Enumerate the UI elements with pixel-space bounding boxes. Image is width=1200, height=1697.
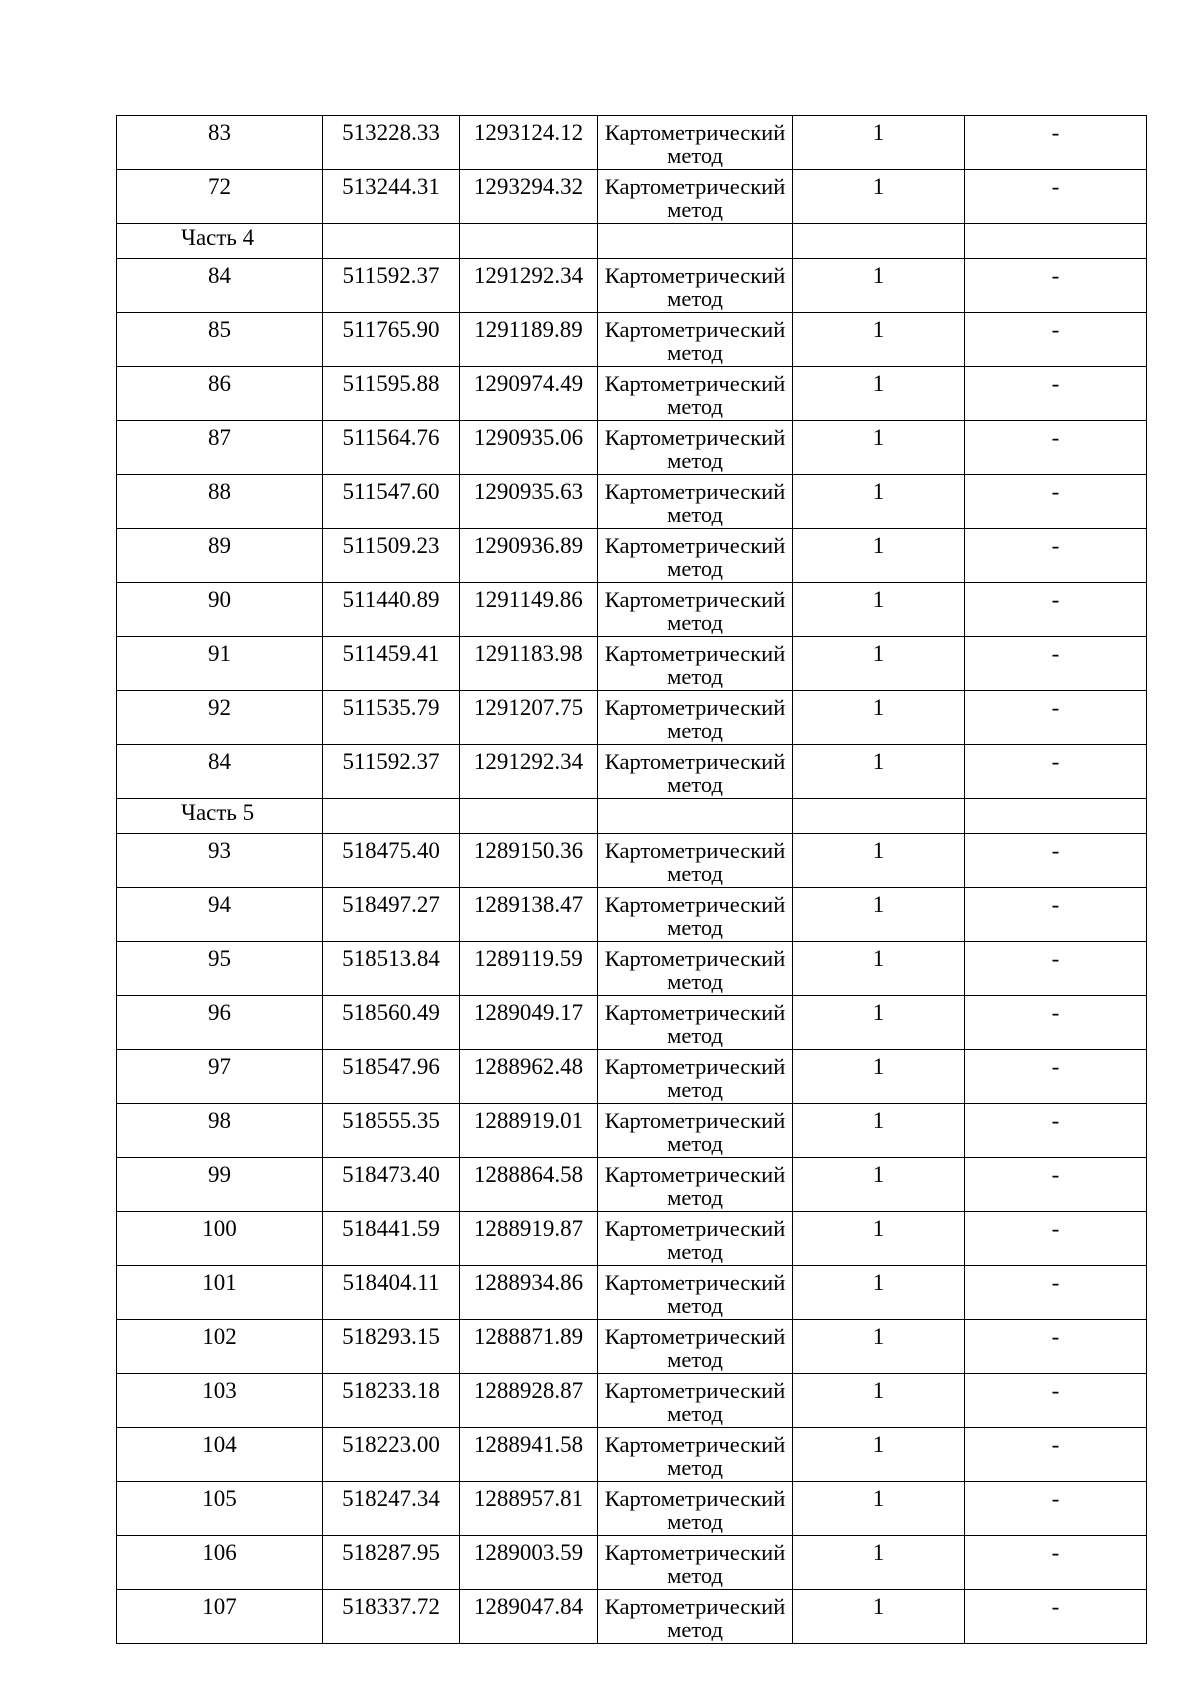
point-number-cell: 103 — [117, 1374, 323, 1428]
point-number-cell: 86 — [117, 367, 323, 421]
table-row — [117, 367, 1147, 421]
y-coordinate-cell: 1291207.75 — [460, 691, 598, 745]
empty-cell — [598, 224, 793, 259]
x-coordinate-cell: 518247.34 — [323, 1482, 460, 1536]
method-line-1: Картометрический — [604, 1108, 786, 1133]
method-line-1: Картометрический — [604, 1594, 786, 1619]
description-cell: - — [965, 637, 1147, 691]
x-coordinate-cell: 518287.95 — [323, 1536, 460, 1590]
description-cell: - — [965, 475, 1147, 529]
method-cell — [598, 942, 793, 996]
description-cell: - — [965, 259, 1147, 313]
method-line-2: метод — [667, 342, 723, 364]
description-cell: - — [965, 1482, 1147, 1536]
section-label: Часть 5 — [117, 799, 323, 834]
method-line-2: метод — [667, 1511, 723, 1533]
table-row — [117, 1374, 1147, 1428]
description-cell: - — [965, 1050, 1147, 1104]
point-number-cell: 88 — [117, 475, 323, 529]
method-cell — [598, 1104, 793, 1158]
description-cell: - — [965, 834, 1147, 888]
y-coordinate-cell: 1291189.89 — [460, 313, 598, 367]
point-number-cell: 98 — [117, 1104, 323, 1158]
table-row — [117, 637, 1147, 691]
accuracy-cell: 1 — [793, 888, 965, 942]
point-number-cell: 93 — [117, 834, 323, 888]
table-row — [117, 1158, 1147, 1212]
x-coordinate-cell: 513244.31 — [323, 170, 460, 224]
description-cell: - — [965, 888, 1147, 942]
accuracy-cell: 1 — [793, 1536, 965, 1590]
method-cell — [598, 1158, 793, 1212]
point-number-cell: 97 — [117, 1050, 323, 1104]
description-cell: - — [965, 170, 1147, 224]
accuracy-cell: 1 — [793, 834, 965, 888]
y-coordinate-cell: 1293294.32 — [460, 170, 598, 224]
table-row — [117, 745, 1147, 799]
table-row — [117, 942, 1147, 996]
accuracy-cell: 1 — [793, 583, 965, 637]
method-line-1: Картометрический — [604, 1540, 786, 1565]
y-coordinate-cell: 1289138.47 — [460, 888, 598, 942]
x-coordinate-cell: 518223.00 — [323, 1428, 460, 1482]
empty-cell — [793, 224, 965, 259]
table-row — [117, 1428, 1147, 1482]
coordinates-table — [116, 115, 1147, 1644]
method-line-2: метод — [667, 1295, 723, 1317]
y-coordinate-cell: 1290935.63 — [460, 475, 598, 529]
method-cell — [598, 421, 793, 475]
description-cell: - — [965, 691, 1147, 745]
method-line-1: Картометрический — [604, 317, 786, 342]
point-number-cell: 101 — [117, 1266, 323, 1320]
x-coordinate-cell: 518233.18 — [323, 1374, 460, 1428]
method-line-1: Картометрический — [604, 1000, 786, 1025]
accuracy-cell: 1 — [793, 1320, 965, 1374]
point-number-cell: 92 — [117, 691, 323, 745]
point-number-cell: 104 — [117, 1428, 323, 1482]
method-cell — [598, 1374, 793, 1428]
description-cell: - — [965, 1536, 1147, 1590]
method-cell — [598, 313, 793, 367]
accuracy-cell: 1 — [793, 745, 965, 799]
y-coordinate-cell: 1289049.17 — [460, 996, 598, 1050]
empty-cell — [460, 224, 598, 259]
point-number-cell: 94 — [117, 888, 323, 942]
accuracy-cell: 1 — [793, 259, 965, 313]
x-coordinate-cell: 511592.37 — [323, 259, 460, 313]
accuracy-cell: 1 — [793, 1374, 965, 1428]
x-coordinate-cell: 511509.23 — [323, 529, 460, 583]
method-cell — [598, 259, 793, 313]
x-coordinate-cell: 518560.49 — [323, 996, 460, 1050]
description-cell: - — [965, 1590, 1147, 1644]
point-number-cell: 84 — [117, 259, 323, 313]
x-coordinate-cell: 518404.11 — [323, 1266, 460, 1320]
table-row — [117, 1050, 1147, 1104]
method-cell — [598, 367, 793, 421]
method-line-2: метод — [667, 558, 723, 580]
description-cell: - — [965, 1158, 1147, 1212]
method-cell — [598, 116, 793, 170]
method-line-1: Картометрический — [604, 749, 786, 774]
method-line-2: метод — [667, 612, 723, 634]
accuracy-cell: 1 — [793, 1590, 965, 1644]
method-line-1: Картометрический — [604, 1216, 786, 1241]
x-coordinate-cell: 511595.88 — [323, 367, 460, 421]
table-row — [117, 691, 1147, 745]
method-line-2: метод — [667, 1025, 723, 1047]
method-cell — [598, 637, 793, 691]
method-cell — [598, 583, 793, 637]
method-cell — [598, 996, 793, 1050]
accuracy-cell: 1 — [793, 313, 965, 367]
method-cell — [598, 888, 793, 942]
method-line-2: метод — [667, 720, 723, 742]
method-line-2: метод — [667, 1349, 723, 1371]
method-line-1: Картометрический — [604, 425, 786, 450]
table-row — [117, 116, 1147, 170]
method-line-1: Картометрический — [604, 263, 786, 288]
description-cell: - — [965, 313, 1147, 367]
method-line-2: метод — [667, 1079, 723, 1101]
accuracy-cell: 1 — [793, 942, 965, 996]
method-line-2: метод — [667, 1403, 723, 1425]
method-line-1: Картометрический — [604, 946, 786, 971]
table-row — [117, 888, 1147, 942]
y-coordinate-cell: 1289047.84 — [460, 1590, 598, 1644]
x-coordinate-cell: 511592.37 — [323, 745, 460, 799]
method-line-2: метод — [667, 199, 723, 221]
point-number-cell: 90 — [117, 583, 323, 637]
method-line-1: Картометрический — [604, 695, 786, 720]
accuracy-cell: 1 — [793, 367, 965, 421]
table-row — [117, 1590, 1147, 1644]
table-body — [117, 116, 1147, 1644]
method-line-2: метод — [667, 1619, 723, 1641]
method-cell — [598, 691, 793, 745]
y-coordinate-cell: 1288928.87 — [460, 1374, 598, 1428]
point-number-cell: 105 — [117, 1482, 323, 1536]
accuracy-cell: 1 — [793, 1212, 965, 1266]
method-line-2: метод — [667, 917, 723, 939]
method-line-1: Картометрический — [604, 1324, 786, 1349]
table-row — [117, 313, 1147, 367]
accuracy-cell: 1 — [793, 529, 965, 583]
description-cell: - — [965, 529, 1147, 583]
x-coordinate-cell: 518473.40 — [323, 1158, 460, 1212]
description-cell: - — [965, 1266, 1147, 1320]
y-coordinate-cell: 1288871.89 — [460, 1320, 598, 1374]
section-row — [117, 799, 1147, 834]
table-row — [117, 529, 1147, 583]
method-line-1: Картометрический — [604, 479, 786, 504]
method-line-1: Картометрический — [604, 838, 786, 863]
x-coordinate-cell: 511564.76 — [323, 421, 460, 475]
table-row — [117, 1212, 1147, 1266]
x-coordinate-cell: 518547.96 — [323, 1050, 460, 1104]
method-line-1: Картометрический — [604, 1486, 786, 1511]
method-line-2: метод — [667, 450, 723, 472]
y-coordinate-cell: 1291183.98 — [460, 637, 598, 691]
accuracy-cell: 1 — [793, 170, 965, 224]
method-cell — [598, 170, 793, 224]
method-cell — [598, 1536, 793, 1590]
x-coordinate-cell: 513228.33 — [323, 116, 460, 170]
y-coordinate-cell: 1291149.86 — [460, 583, 598, 637]
y-coordinate-cell: 1289150.36 — [460, 834, 598, 888]
y-coordinate-cell: 1289119.59 — [460, 942, 598, 996]
accuracy-cell: 1 — [793, 116, 965, 170]
accuracy-cell: 1 — [793, 421, 965, 475]
table-row — [117, 1320, 1147, 1374]
method-line-2: метод — [667, 863, 723, 885]
x-coordinate-cell: 518293.15 — [323, 1320, 460, 1374]
accuracy-cell: 1 — [793, 996, 965, 1050]
description-cell: - — [965, 583, 1147, 637]
method-line-1: Картометрический — [604, 120, 786, 145]
x-coordinate-cell: 518337.72 — [323, 1590, 460, 1644]
method-cell — [598, 475, 793, 529]
y-coordinate-cell: 1289003.59 — [460, 1536, 598, 1590]
point-number-cell: 72 — [117, 170, 323, 224]
table-row — [117, 583, 1147, 637]
method-cell — [598, 1050, 793, 1104]
point-number-cell: 96 — [117, 996, 323, 1050]
table-row — [117, 170, 1147, 224]
y-coordinate-cell: 1288919.01 — [460, 1104, 598, 1158]
method-line-1: Картометрический — [604, 892, 786, 917]
method-line-1: Картометрический — [604, 1378, 786, 1403]
description-cell: - — [965, 745, 1147, 799]
description-cell: - — [965, 421, 1147, 475]
method-line-2: метод — [667, 971, 723, 993]
y-coordinate-cell: 1288957.81 — [460, 1482, 598, 1536]
table-row — [117, 1536, 1147, 1590]
y-coordinate-cell: 1288962.48 — [460, 1050, 598, 1104]
accuracy-cell: 1 — [793, 1050, 965, 1104]
table-row — [117, 1104, 1147, 1158]
point-number-cell: 84 — [117, 745, 323, 799]
accuracy-cell: 1 — [793, 691, 965, 745]
method-line-2: метод — [667, 504, 723, 526]
method-line-1: Картометрический — [604, 587, 786, 612]
y-coordinate-cell: 1288864.58 — [460, 1158, 598, 1212]
table-row — [117, 259, 1147, 313]
description-cell: - — [965, 116, 1147, 170]
description-cell: - — [965, 1428, 1147, 1482]
method-cell — [598, 1266, 793, 1320]
y-coordinate-cell: 1288941.58 — [460, 1428, 598, 1482]
point-number-cell: 100 — [117, 1212, 323, 1266]
accuracy-cell: 1 — [793, 1104, 965, 1158]
accuracy-cell: 1 — [793, 1482, 965, 1536]
method-cell — [598, 745, 793, 799]
x-coordinate-cell: 518441.59 — [323, 1212, 460, 1266]
method-line-1: Картометрический — [604, 641, 786, 666]
point-number-cell: 99 — [117, 1158, 323, 1212]
method-line-2: метод — [667, 1565, 723, 1587]
table-row — [117, 834, 1147, 888]
table-row — [117, 475, 1147, 529]
accuracy-cell: 1 — [793, 1428, 965, 1482]
x-coordinate-cell: 518497.27 — [323, 888, 460, 942]
method-line-1: Картометрический — [604, 371, 786, 396]
method-cell — [598, 1482, 793, 1536]
table-row — [117, 1482, 1147, 1536]
empty-cell — [598, 799, 793, 834]
y-coordinate-cell: 1291292.34 — [460, 259, 598, 313]
method-cell — [598, 1428, 793, 1482]
method-cell — [598, 834, 793, 888]
y-coordinate-cell: 1293124.12 — [460, 116, 598, 170]
x-coordinate-cell: 518475.40 — [323, 834, 460, 888]
method-line-2: метод — [667, 145, 723, 167]
point-number-cell: 83 — [117, 116, 323, 170]
y-coordinate-cell: 1288919.87 — [460, 1212, 598, 1266]
section-label: Часть 4 — [117, 224, 323, 259]
method-line-1: Картометрический — [604, 533, 786, 558]
point-number-cell: 85 — [117, 313, 323, 367]
method-line-2: метод — [667, 1187, 723, 1209]
x-coordinate-cell: 511440.89 — [323, 583, 460, 637]
point-number-cell: 95 — [117, 942, 323, 996]
accuracy-cell: 1 — [793, 637, 965, 691]
method-line-2: метод — [667, 774, 723, 796]
y-coordinate-cell: 1288934.86 — [460, 1266, 598, 1320]
x-coordinate-cell: 518555.35 — [323, 1104, 460, 1158]
empty-cell — [323, 799, 460, 834]
method-line-2: метод — [667, 396, 723, 418]
method-cell — [598, 1320, 793, 1374]
empty-cell — [460, 799, 598, 834]
y-coordinate-cell: 1290974.49 — [460, 367, 598, 421]
table-row — [117, 1266, 1147, 1320]
method-line-1: Картометрический — [604, 1162, 786, 1187]
y-coordinate-cell: 1290935.06 — [460, 421, 598, 475]
table-row — [117, 421, 1147, 475]
description-cell: - — [965, 1212, 1147, 1266]
description-cell: - — [965, 1374, 1147, 1428]
method-cell — [598, 1212, 793, 1266]
x-coordinate-cell: 511765.90 — [323, 313, 460, 367]
accuracy-cell: 1 — [793, 475, 965, 529]
point-number-cell: 91 — [117, 637, 323, 691]
method-line-2: метод — [667, 288, 723, 310]
empty-cell — [965, 799, 1147, 834]
point-number-cell: 87 — [117, 421, 323, 475]
x-coordinate-cell: 511535.79 — [323, 691, 460, 745]
description-cell: - — [965, 367, 1147, 421]
x-coordinate-cell: 511547.60 — [323, 475, 460, 529]
section-row — [117, 224, 1147, 259]
accuracy-cell: 1 — [793, 1158, 965, 1212]
method-line-1: Картометрический — [604, 174, 786, 199]
point-number-cell: 106 — [117, 1536, 323, 1590]
y-coordinate-cell: 1290936.89 — [460, 529, 598, 583]
empty-cell — [965, 224, 1147, 259]
description-cell: - — [965, 942, 1147, 996]
method-line-2: метод — [667, 1133, 723, 1155]
x-coordinate-cell: 511459.41 — [323, 637, 460, 691]
method-line-1: Картометрический — [604, 1432, 786, 1457]
empty-cell — [323, 224, 460, 259]
method-line-2: метод — [667, 666, 723, 688]
empty-cell — [793, 799, 965, 834]
description-cell: - — [965, 1104, 1147, 1158]
method-line-1: Картометрический — [604, 1054, 786, 1079]
table-row — [117, 996, 1147, 1050]
method-line-2: метод — [667, 1457, 723, 1479]
point-number-cell: 102 — [117, 1320, 323, 1374]
description-cell: - — [965, 1320, 1147, 1374]
method-line-1: Картометрический — [604, 1270, 786, 1295]
point-number-cell: 89 — [117, 529, 323, 583]
y-coordinate-cell: 1291292.34 — [460, 745, 598, 799]
point-number-cell: 107 — [117, 1590, 323, 1644]
x-coordinate-cell: 518513.84 — [323, 942, 460, 996]
method-cell — [598, 1590, 793, 1644]
accuracy-cell: 1 — [793, 1266, 965, 1320]
method-line-2: метод — [667, 1241, 723, 1263]
method-cell — [598, 529, 793, 583]
description-cell: - — [965, 996, 1147, 1050]
